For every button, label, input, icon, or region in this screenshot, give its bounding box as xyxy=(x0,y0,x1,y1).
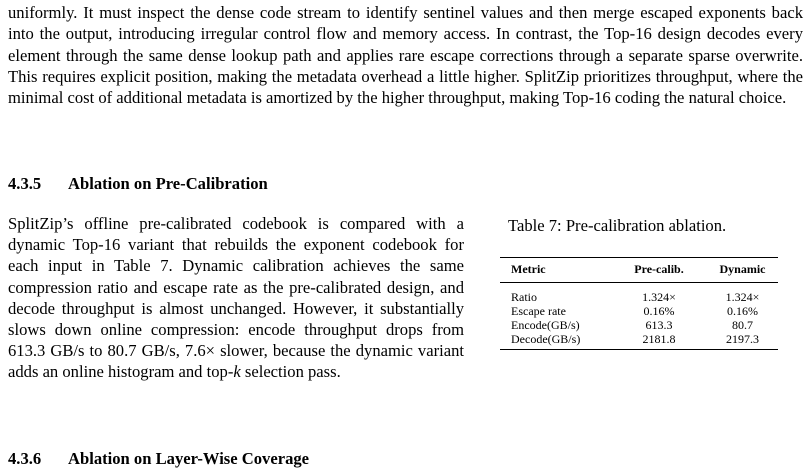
pre-calibration-table xyxy=(500,257,778,350)
section-heading-4-3-6 xyxy=(8,449,309,469)
cell-dynamic: 1.324× xyxy=(725,290,760,304)
table-caption: Table 7: Pre-calibration ablation. xyxy=(508,216,727,235)
table-row xyxy=(500,304,778,318)
cell-metric: Ratio xyxy=(511,290,537,304)
header-pre-calib: Pre-calib. xyxy=(634,262,684,276)
section-title: Ablation on Pre-Calibration xyxy=(68,174,268,193)
cell-dynamic: 2197.3 xyxy=(726,332,759,346)
table-header-row xyxy=(500,258,778,283)
table-row xyxy=(500,318,778,332)
cell-metric: Encode(GB/s) xyxy=(511,318,580,332)
cell-pre-calib: 1.324× xyxy=(642,290,676,304)
cell-pre-calib: 613.3 xyxy=(645,318,673,332)
body-paragraph-pre-calibration xyxy=(8,213,464,383)
paragraph-text-part1: SplitZip’s offline pre-calibrated codebook is compared with a dynamic Top-16 variant that rebuilds the exponent codebook for each input in Table 7. Dynamic calibration achieves the same compression ratio and escape rate as the pre-calibrated design, and decode throughput is almost unchanged. However, it substantially slows down online compression: encode throughput drops from 613.3 GB/s to 80.7 GB/s, 7.6× slower, because the dynamic variant adds an online histogram and top- xyxy=(8,214,464,382)
cell-dynamic: 0.16% xyxy=(727,304,758,318)
section-title: Ablation on Layer-Wise Coverage xyxy=(68,449,310,468)
section-number: 4.3.5 xyxy=(8,174,42,193)
table-row xyxy=(500,332,778,350)
header-metric: Metric xyxy=(511,262,546,276)
section-heading-4-3-5 xyxy=(8,174,268,194)
cell-dynamic: 80.7 xyxy=(732,318,753,332)
section-number: 4.3.6 xyxy=(8,449,42,468)
body-paragraph-top: uniformly. It must inspect the dense code stream to identify sentinel values and then merge escaped exponents back into the output, introducing irregular control flow and memory access. In contrast, the Top-16 design decodes every element through the same dense lookup path and applies rare escape corrections through a separate sparse overwrite. This requires explicit position, making the metadata overhead a little higher. SplitZip prioritizes throughput, where the minimal cost of additional metadata is amortized by the higher throughput, making Top-16 coding the natural choice. xyxy=(8,3,803,108)
table-row xyxy=(500,283,778,305)
variable-k: k xyxy=(233,362,241,382)
cell-pre-calib: 0.16% xyxy=(643,304,675,318)
cell-pre-calib: 2181.8 xyxy=(642,332,676,346)
cell-metric: Escape rate xyxy=(511,304,566,318)
header-dynamic: Dynamic xyxy=(719,262,766,276)
cell-metric: Decode(GB/s) xyxy=(511,332,581,346)
paragraph-text-part2: selection pass. xyxy=(240,362,341,382)
